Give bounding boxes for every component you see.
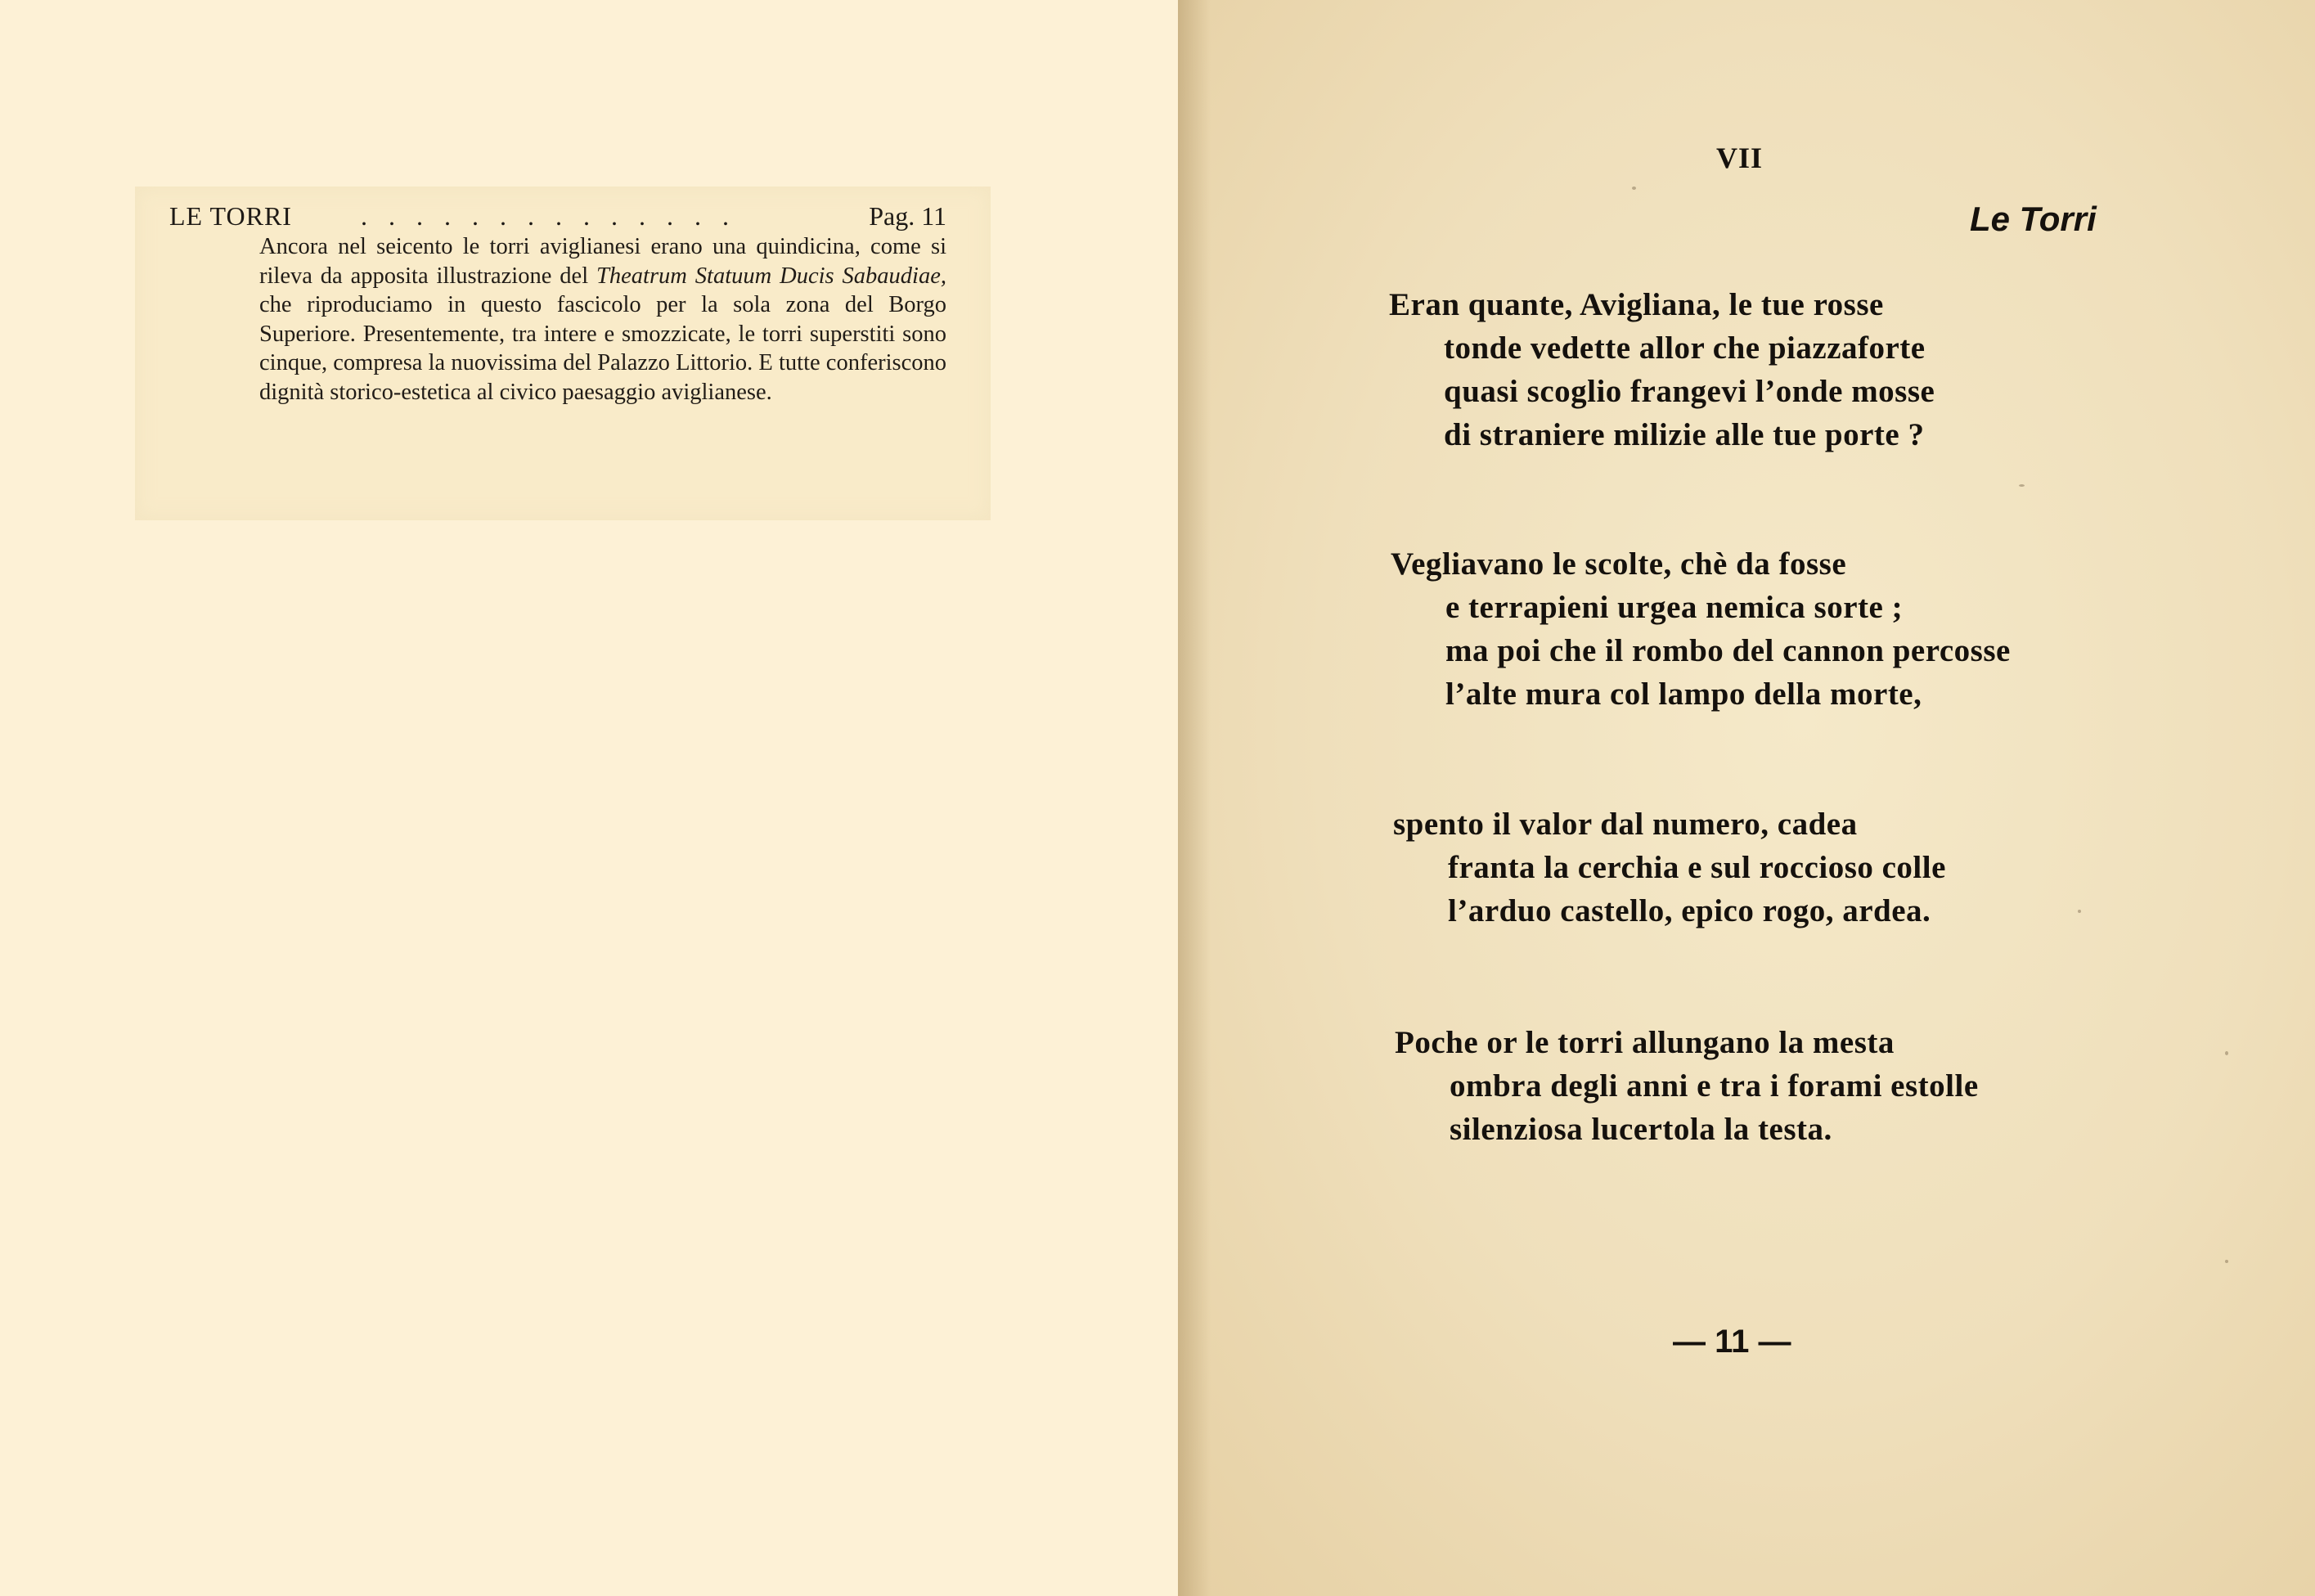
note-heading-title: LE TORRI xyxy=(169,201,292,231)
note-heading-page-ref: Pag. 11 xyxy=(869,201,946,231)
note-clipping xyxy=(135,187,991,520)
verse-line: quasi scoglio frangevi l’onde mosse xyxy=(1444,374,1935,409)
chapter-number: VII xyxy=(1716,142,1764,174)
gutter-shadow xyxy=(1178,0,1211,1596)
verse-line: ombra degli anni e tra i forami estolle xyxy=(1450,1068,1979,1104)
note-heading-leader: . . . . . . . . . . . . . . xyxy=(361,201,736,231)
note-text-italic-title: Theatrum Statuum Ducis Sabaudiae, xyxy=(596,263,946,289)
paper-speck xyxy=(1632,187,1636,190)
note-text-start: Ancora nel seicento le torri aviglianesi erano una quindicina, come si rileva da apposita illustrazione del xyxy=(259,234,946,289)
verse-line: l’alte mura col lampo della morte, xyxy=(1445,677,1922,712)
verse-line: e terrapieni urgea nemica sorte ; xyxy=(1445,590,1904,625)
right-page xyxy=(1178,0,2315,1596)
paper-speck xyxy=(2225,1260,2228,1263)
verse-line: Eran quante, Avigliana, le tue rosse xyxy=(1389,287,1884,322)
verse-line: Vegliavano le scolte, chè da fosse xyxy=(1391,546,1847,582)
verse-line: franta la cerchia e sul roccioso colle xyxy=(1448,850,1946,885)
verse-line: l’arduo castello, epico rogo, ardea. xyxy=(1448,893,1931,928)
paper-speck xyxy=(2019,484,2025,487)
verse-line: tonde vedette allor che piazzaforte xyxy=(1444,330,1926,366)
verse-line: Poche or le torri allungano la mesta xyxy=(1395,1025,1895,1060)
note-body xyxy=(259,232,946,407)
verse-line: spento il valor dal numero, cadea xyxy=(1393,807,1858,842)
paper-speck xyxy=(2078,910,2081,913)
verse-line: ma poi che il rombo del cannon percosse xyxy=(1445,633,2011,668)
note-text-end: che riproduciamo in questo fascicolo per la sola zona del Borgo Superiore. Presentemente, tra intere e smozzicate, le torri superstiti sono cinque, compresa la nuovissima del Palazzo Littorio. E tutte conferiscono dignità storico-estetica al civico paesaggio aviglianese. xyxy=(259,292,946,405)
poem-title: Le Torri xyxy=(1970,200,2097,238)
verse-line: silenziosa lucertola la testa. xyxy=(1450,1112,1832,1147)
page-number: — 11 — xyxy=(1673,1324,1791,1360)
verse-line: di straniere milizie alle tue porte ? xyxy=(1444,417,1925,452)
paper-speck xyxy=(2225,1051,2228,1055)
